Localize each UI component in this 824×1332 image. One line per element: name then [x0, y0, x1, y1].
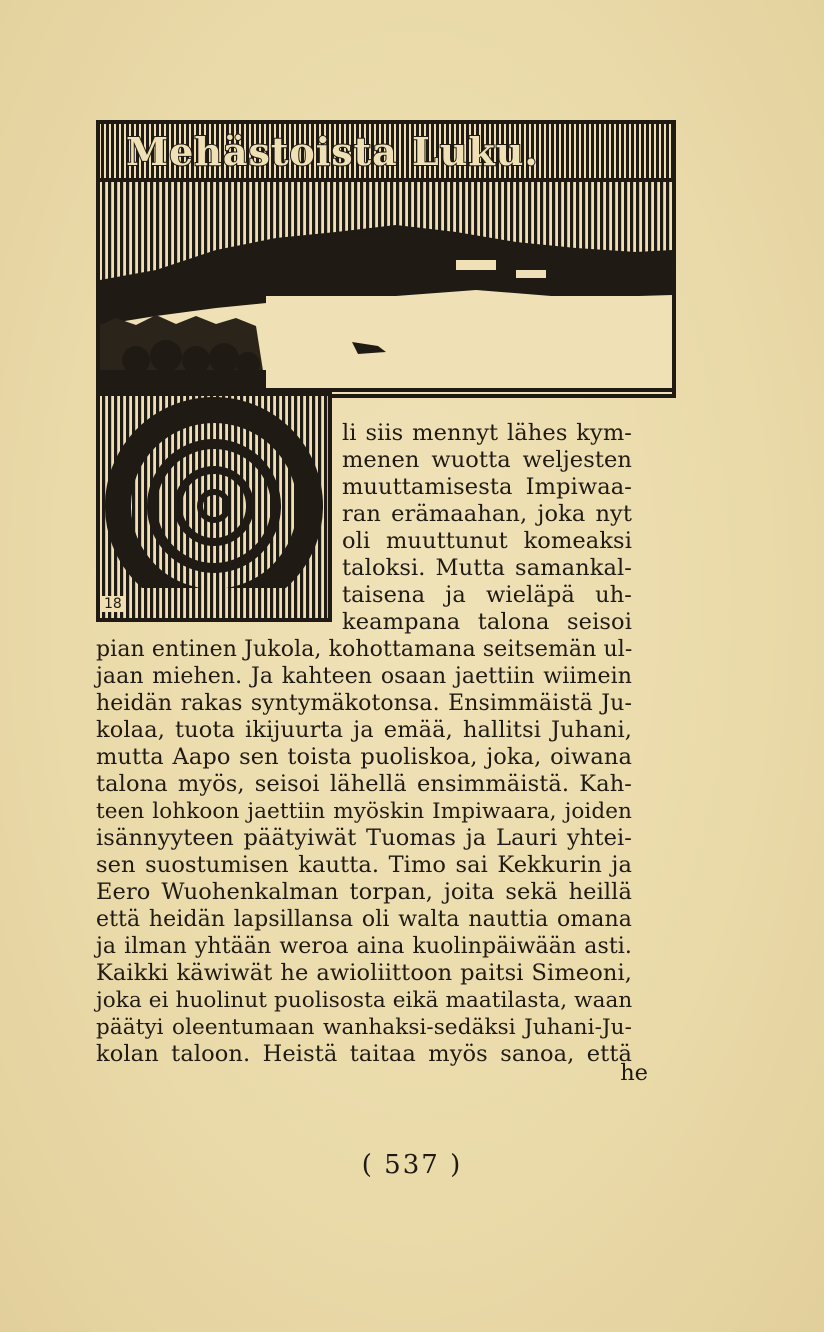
- text-line: taloksi. Mutta samankal-: [342, 555, 632, 581]
- text-line: muuttamisesta Impiwaa-: [342, 474, 632, 500]
- text-line: menen wuotta weljesten: [342, 447, 632, 473]
- text-line: Eero Wuohenkalman torpan, joita sekä heillä: [96, 879, 632, 905]
- text-line: li siis mennyt lähes kym-: [342, 420, 632, 446]
- text-line: isännyyteen päätyiwät Tuomas ja Lauri yhtei-: [96, 825, 632, 851]
- text-line: mutta Aapo sen toista puoliskoa, joka, oiwana: [96, 744, 632, 770]
- initial-letter-illustration: [96, 392, 332, 622]
- text-line: sen suostumisen kautta. Timo sai Kekkurin ja: [96, 852, 632, 878]
- text-line: teen lohkoon jaettiin myöskin Impiwaara, joiden: [96, 799, 632, 824]
- initial-corner-mark: 18: [104, 596, 122, 612]
- text-line: keampana talona seisoi: [342, 609, 632, 635]
- text-line: ran erämaahan, joka nyt: [342, 501, 632, 527]
- text-line: talona myös, seisoi lähellä ensimmäistä. Kah-: [96, 771, 632, 797]
- text-line: Kaikki käwiwät he awioliittoon paitsi Simeoni,: [96, 960, 632, 986]
- text-line: että heidän lapsillansa oli walta nauttia omana: [96, 907, 632, 932]
- text-line: jaan miehen. Ja kahteen osaan jaettiin wiimein: [96, 664, 632, 689]
- catchword: he: [620, 1060, 648, 1086]
- page-number: ( 537 ): [361, 1150, 463, 1180]
- text-line: ja ilman yhtään weroa aina kuolinpäiwään asti.: [96, 934, 632, 959]
- chapter-title-text: Mehästoista Luku.: [126, 128, 539, 174]
- text-line: kolaa, tuota ikijuurta ja emää, hallitsi Juhani,: [96, 717, 632, 743]
- text-line: taisena ja wieläpä uh-: [342, 582, 632, 608]
- text-line: päätyi oleentumaan wanhaksi-sedäksi Juhani-Ju-: [96, 1015, 632, 1040]
- text-line: kolan taloon. Heistä taitaa myös sanoa, että: [96, 1041, 632, 1067]
- text-line: heidän rakas syntymäkotonsa. Ensimmäistä Ju-: [96, 691, 632, 716]
- text-line: joka ei huolinut puolisosta eikä maatilasta, waan: [96, 988, 633, 1013]
- text-line: oli muuttunut komeaksi: [342, 528, 632, 554]
- text-line: pian entinen Jukola, kohottamana seitsemän ul-: [96, 637, 633, 662]
- chapter-title: [126, 124, 586, 178]
